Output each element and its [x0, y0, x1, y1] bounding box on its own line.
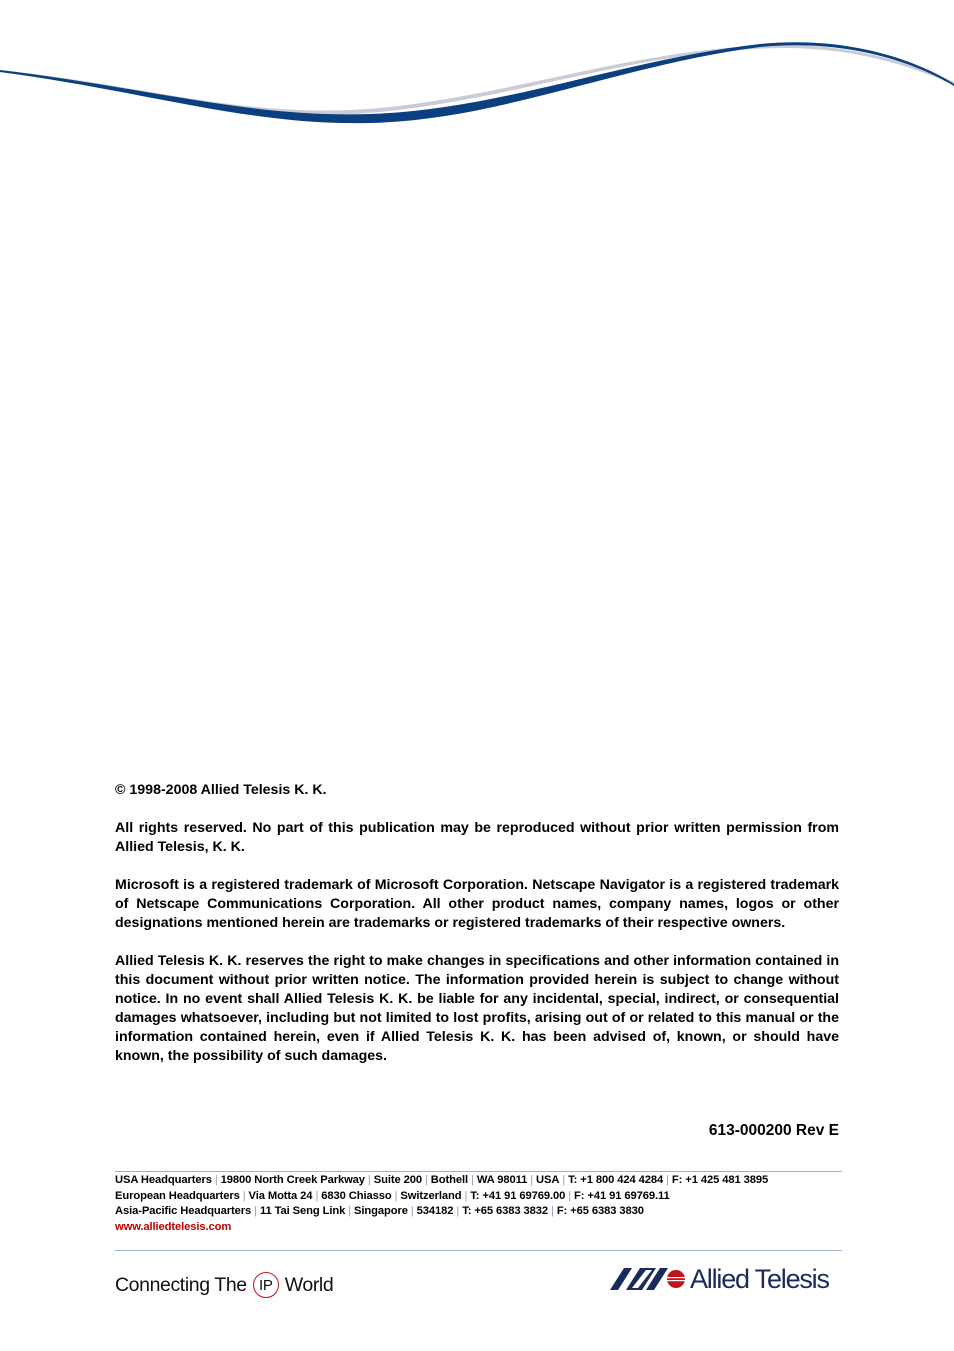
separator: | — [242, 1189, 246, 1202]
ip-circle-icon: IP — [253, 1272, 279, 1298]
asia-hq-label: Asia-Pacific Headquarters — [115, 1205, 252, 1217]
usa-state-zip: WA 98011 — [476, 1174, 528, 1186]
separator: | — [456, 1205, 460, 1217]
separator: | — [551, 1205, 554, 1217]
europe-address — [115, 1189, 842, 1205]
separator: | — [471, 1174, 474, 1186]
separator: | — [367, 1174, 371, 1186]
separator: | — [348, 1205, 352, 1217]
separator: | — [315, 1189, 319, 1202]
usa-fax: F: +1 425 481 3895 — [671, 1174, 769, 1186]
tagline-text-end: World — [284, 1273, 334, 1296]
separator: | — [568, 1189, 572, 1202]
usa-phone: T: +1 800 424 4284 — [568, 1174, 664, 1186]
usa-hq-label: USA Headquarters — [115, 1174, 212, 1186]
europe-street: Via Motta 24 — [248, 1189, 313, 1202]
asia-city: Singapore — [354, 1205, 408, 1217]
europe-country: Switzerland — [400, 1189, 462, 1202]
address-top-rule — [115, 1171, 842, 1172]
asia-postcode: 534182 — [416, 1205, 454, 1217]
copyright-line: © 1998-2008 Allied Telesis K. K. — [115, 782, 327, 798]
disclaimer-paragraph: Allied Telesis K. K. reserves the right to make changes in specifications and other information contained in this document without prior written notice. The information provided herein is subject to change without notice. In no event shall Allied Telesis K. K. be liable for any incidental, special, indirect, or consequential damages whatsoever, including but not limited to lost profits, arising out of or related to this manual or the information contained herein, even if Allied Telesis K. K. has been advised of, known, or should have known, the possibility of such damages. — [115, 953, 839, 1064]
separator: | — [410, 1205, 414, 1217]
usa-suite: Suite 200 — [373, 1174, 422, 1186]
address-block — [115, 1173, 842, 1235]
usa-address — [115, 1173, 842, 1189]
europe-phone: T: +41 91 69769.00 — [470, 1189, 566, 1202]
swoosh-dark-band — [0, 42, 954, 123]
website-link[interactable]: www.alliedtelesis.com — [115, 1220, 232, 1233]
asia-street: 11 Tai Seng Link — [259, 1205, 346, 1217]
usa-country: USA — [536, 1174, 560, 1186]
separator: | — [666, 1174, 669, 1186]
europe-fax: F: +41 91 69769.11 — [574, 1189, 670, 1202]
header-swoosh-graphic — [0, 30, 954, 140]
separator: | — [214, 1174, 218, 1186]
separator: | — [464, 1189, 468, 1202]
separator: | — [254, 1205, 257, 1217]
allied-telesis-logo — [610, 1262, 829, 1296]
asia-address — [115, 1204, 842, 1220]
document-number: 613-000200 Rev E — [708, 1122, 839, 1139]
separator: | — [394, 1189, 398, 1202]
usa-city: Bothell — [430, 1174, 468, 1186]
usa-street: 19800 North Creek Parkway — [220, 1174, 365, 1186]
tagline-text-start: Connecting The — [115, 1273, 247, 1296]
separator: | — [562, 1174, 566, 1186]
asia-fax: F: +65 6383 3830 — [556, 1205, 644, 1217]
rights-paragraph: All rights reserved. No part of this publication may be reproduced without prior written permission from Allied Telesis, K. K. — [115, 820, 839, 855]
asia-phone: T: +65 6383 3832 — [462, 1205, 548, 1217]
trademark-paragraph: Microsoft is a registered trademark of Microsoft Corporation. Netscape Navigator is a registered trademark of Netscape Communications Corporation. All other product names, company names, logos or other designations mentioned herein are trademarks or registered trademarks of their respective owners. — [115, 877, 839, 931]
allied-telesis-mark-icon — [610, 1266, 686, 1292]
address-bottom-rule — [115, 1250, 842, 1251]
separator: | — [424, 1174, 428, 1186]
europe-city: 6830 Chiasso — [321, 1189, 392, 1202]
tagline — [115, 1268, 333, 1302]
europe-hq-label: European Headquarters — [115, 1189, 240, 1202]
separator: | — [530, 1174, 534, 1186]
logo-wordmark: Allied Telesis — [690, 1263, 829, 1294]
legal-notice — [115, 781, 839, 1085]
